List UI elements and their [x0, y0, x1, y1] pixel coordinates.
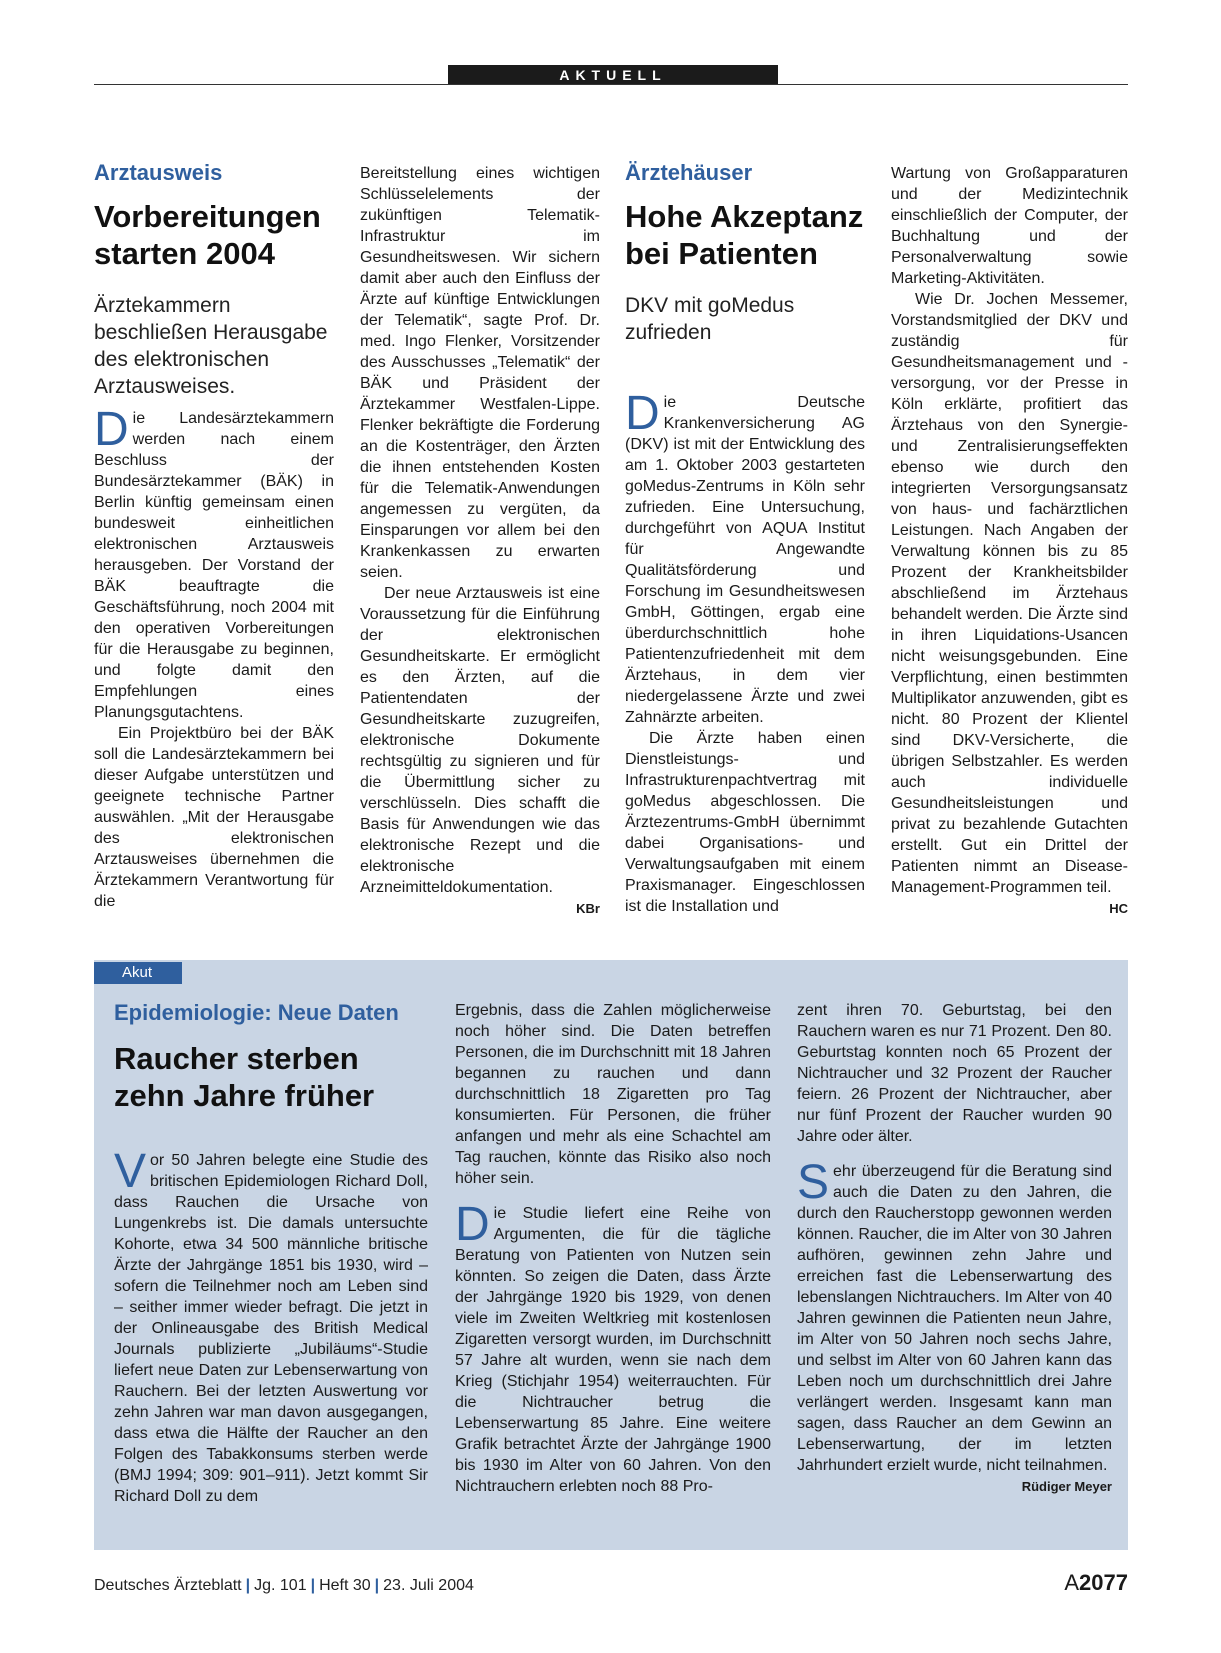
box-paragraph-2: Ergebnis, dass die Zahlen möglicherweise noch höher sind. Die Daten betreffen Personen, die im Durchschnitt mit 18 Jahren begannen zu rauchen und dann durchschnittlich 18 Zigaretten pro Tag konsumierten. Für Personen, die früher anfangen und mehr als eine Schachtel am Tag rauchen, könnte das Risiko also noch höher sein.	[455, 1002, 771, 1187]
footer-separator: |	[245, 1577, 251, 1594]
article2-headline-line1: Hohe Akzeptanz	[625, 199, 864, 234]
article1-col1	[94, 403, 334, 912]
article2-teaser: DKV mit goMedus zufrieden	[625, 294, 795, 344]
box-headline	[114, 1040, 414, 1114]
article2-headline-line2: bei Patienten	[625, 236, 818, 271]
article1-dropcap: D	[94, 403, 129, 456]
section-label: AKTUELL	[448, 65, 778, 85]
article1-kicker: Arztausweis	[94, 160, 223, 185]
article2-paragraph-2: Die Ärzte haben einen Dienstleistungs- und Infrastrukturenpachtvertrag mit goMedus abgeschlossen. Die Ärztezentrums-GmbH übernimmt dabei Organisations- und Verwaltungsaufgaben mit einem Praxismanager. Eingeschlossen ist die Installation und	[625, 730, 865, 915]
box-paragraph-1: Vor 50 Jahren belegte eine Studie des britischen Epidemiologen Richard Doll, dass Rauchen die Ursache von Lungenkrebs ist. Die damals untersuchte Kohorte, etwa 34 500 männliche britische Ärzte der Jahrgänge 1851 bis 1930, wird – sofern die Teilnehmer noch am Leben sind – seither immer wieder befragt. Die jetzt in der Onlineausgabe des British Medical Journals publizierte „Jubiläums“-Studie liefert neue Daten zur Lebenserwartung von Rauchern. Bei der letzten Auswertung vor zehn Jahren war man davon ausgegangen, dass etwa die Hälfte der Raucher an den Folgen des Tabakkonsums sterben werde (BMJ 1994; 309: 901–911). Jetzt kommt Sir Richard Doll zu dem	[114, 1145, 428, 1505]
box-dropcap-3: S	[797, 1156, 830, 1209]
box-paragraph-5: Sehr überzeugend für die Beratung sind auch die Daten zu den Jahren, die durch den Raucherstopp gewonnen werden können. Raucher, die im Alter von 30 Jahren aufhören, gewinnen zehn Jahre und erreichen fast die Lebenserwartung des lebenslangen Nichtrauchers. Im Alter von 40 Jahren gewinnen die Patienten neun Jahre, im Alter von 50 Jahren noch sechs Jahre, und selbst im Alter von 60 Jahren kann das Leben noch um durchschnittlich drei Jahre verlängert werden. Insgesamt kann man sagen, dass Raucher an dem Gewinn an Lebenserwartung, der im letzten Jahrhundert erzielt wurde, nicht teilnahmen. Rüdiger Meyer	[797, 1161, 1112, 1476]
footer-date: 23. Juli 2004	[383, 1577, 474, 1594]
footer-citation	[94, 1577, 474, 1595]
article1-paragraph-1: Die Landesärztekammern werden nach einem Beschluss der Bundesärztekammer (BÄK) in Berlin künftig gemeinsam einen bundesweit einheitlichen elektronischen Arztausweis herausgeben. Der Vorstand der BÄK beauftragte die Geschäftsführung, noch 2004 mit den operativen Vorbereitungen für die Herausgabe zu beginnen, und folgte damit den Empfehlungen eines Planungsgutachtens.	[94, 403, 334, 721]
page-number-value: 2077	[1079, 1570, 1128, 1595]
article2-paragraph-3: Wartung von Großapparaturen und der Medizintechnik einschließlich der Computer, der Buchhaltung und der Personalverwaltung sowie Marketing-Aktivitäten.	[891, 165, 1128, 287]
article1-headline	[94, 198, 344, 272]
header-rule	[94, 84, 1128, 85]
footer-separator: |	[310, 1577, 316, 1594]
article1-headline-line1: Vorbereitungen	[94, 199, 321, 234]
box-paragraph-3: Die Studie liefert eine Reihe von Argumenten, die für die tägliche Beratung von Patienten von Nutzen sein könnten. So zeigen die Daten, dass Ärzte der Jahrgänge 1920 bis 1929, von denen viele im Zweiten Weltkrieg mit kostenlosen Zigaretten versorgt wurden, im Durchschnitt 57 Jahre alt wurden, wenn sie nach dem Krieg (Stichjahr 1954) weiterrauchten. Für die Nichtraucher betrug die Lebenserwartung 85 Jahre. Eine weitere Grafik betrachtet Ärzte der Jahrgänge 1900 bis 1930 im Alter von 60 Jahren. Von den Nichtrauchern erlebten noch 88 Pro-	[455, 1198, 771, 1495]
page-number	[1064, 1570, 1128, 1596]
page-prefix: A	[1064, 1570, 1080, 1595]
box-dropcap-1: V	[114, 1145, 147, 1198]
article1-signature: KBr	[576, 901, 600, 916]
footer-journal: Deutsches Ärzteblatt	[94, 1577, 242, 1594]
box-col1	[114, 1145, 428, 1507]
box-paragraph-4: zent ihren 70. Geburtstag, bei den Rauchern waren es nur 71 Prozent. Den 80. Geburtstag konnten noch 65 Prozent der Nichtraucher und 32 Prozent der Raucher feiern. 26 Prozent der Nichtraucher, aber nur fünf Prozent der Raucher wurden 90 Jahre oder älter.	[797, 1002, 1112, 1145]
box-headline-line2: zehn Jahre früher	[114, 1078, 375, 1113]
article2-paragraph-4: Wie Dr. Jochen Messemer, Vorstandsmitglied der DKV und zuständig für Gesundheitsmanagement und -versorgung, vor der Presse in Köln erklärte, profitiert das Ärztehaus von den Synergie- und Zentralisierungseffekten ebenso wie durch den integrierten Versorgungsansatz von haus- und fachärztlichen Leistungen. Nach Angaben der Verwaltung können bis zu 85 Prozent der Krankheitsbilder abschließend im Ärztehaus behandelt werden. Die Ärzte sind in ihren Liquidations-Usancen nicht weisungsgebunden. Eine Verpflichtung, einen bestimmten Multiplikator anzuwenden, gibt es nicht. 80 Prozent der Klientel sind DKV-Versicherte, die übrigen Selbstzahler. Es werden auch individuelle Gesundheitsleistungen und privat zu bezahlende Gutachten erstellt. Gut ein Drittel der Patienten nimmt an Disease-Management-Programmen teil. HC	[891, 289, 1128, 898]
article1-col2	[360, 163, 600, 919]
box-headline-line1: Raucher sterben	[114, 1041, 359, 1076]
article1-teaser: Ärztekammern beschließen Herausgabe des elektronischen Arztausweises.	[94, 294, 328, 398]
box-signature: Rüdiger Meyer	[1021, 1479, 1112, 1494]
box-dropcap-2: D	[455, 1198, 490, 1251]
article2-kicker: Ärztehäuser	[625, 160, 753, 185]
article1-paragraph-3: Bereitstellung eines wichtigen Schlüsselelements der zukünftigen Telematik-Infrastruktur im Gesundheitswesen. Wir sichern damit aber auch den Einfluss der Ärzte auf künftige Entwicklungen der Telematik“, sagte Prof. Dr. med. Ingo Flenker, Vorsitzender des Ausschusses „Telematik“ der BÄK und Präsident der Ärztekammer Westfalen-Lippe. Flenker bekräftigte die Forderung an die Kostenträger, den Ärzten die ihnen entstehenden Kosten für die Telematik-Anwendungen angemessen zu vergüten, da Einsparungen vor allem bei den Krankenkassen zu erwarten seien.	[360, 165, 600, 581]
footer-volume: Jg. 101	[254, 1577, 307, 1594]
footer-issue: Heft 30	[319, 1577, 371, 1594]
article2-headline	[625, 198, 885, 272]
akut-tag: Akut	[94, 962, 182, 984]
article1-paragraph-4: Der neue Arztausweis ist eine Voraussetzung für die Einführung der elektronischen Gesundheitskarte. Er ermöglicht es den Ärzten, auf die Patientendaten der Gesundheitskarte zuzugreifen, elektronische Dokumente rechtsgültig zu signieren und für die Übermittlung sicher zu verschlüsseln. Dies schafft die Basis für Anwendungen wie das elektronische Rezept und die elektronische Arzneimitteldokumentation. KBr	[360, 583, 600, 898]
box-kicker: Epidemiologie: Neue Daten	[114, 1000, 399, 1025]
article2-col2	[891, 163, 1128, 919]
article1-paragraph-2: Ein Projektbüro bei der BÄK soll die Landesärztekammern bei dieser Aufgabe unterstützen und geeignete technische Partner auswählen. „Mit der Herausgabe des elektronischen Arztausweises übernehmen die Ärztekammern Verantwortung für die	[94, 725, 334, 910]
footer-separator: |	[374, 1577, 380, 1594]
article2-dropcap: D	[625, 387, 660, 440]
box-col3	[797, 1000, 1112, 1497]
article2-signature: HC	[1109, 901, 1128, 916]
article2-paragraph-1: Die Deutsche Krankenversicherung AG (DKV) ist mit der Entwicklung des am 1. Oktober 2003 gestarteten goMedus-Zentrums in Köln sehr zufrieden. Eine Untersuchung, durchgeführt von AQUA Institut für Angewandte Qualitätsförderung und Forschung im Gesundheitswesen GmbH, Göttingen, ergab eine überdurchschnittlich hohe Patientenzufriedenheit mit dem Ärztehaus, in dem vier niedergelassene Ärzte und zwei Zahnärzte arbeiten.	[625, 387, 865, 726]
article2-col1	[625, 387, 865, 917]
article1-headline-line2: starten 2004	[94, 236, 275, 271]
box-col2	[455, 1000, 771, 1497]
